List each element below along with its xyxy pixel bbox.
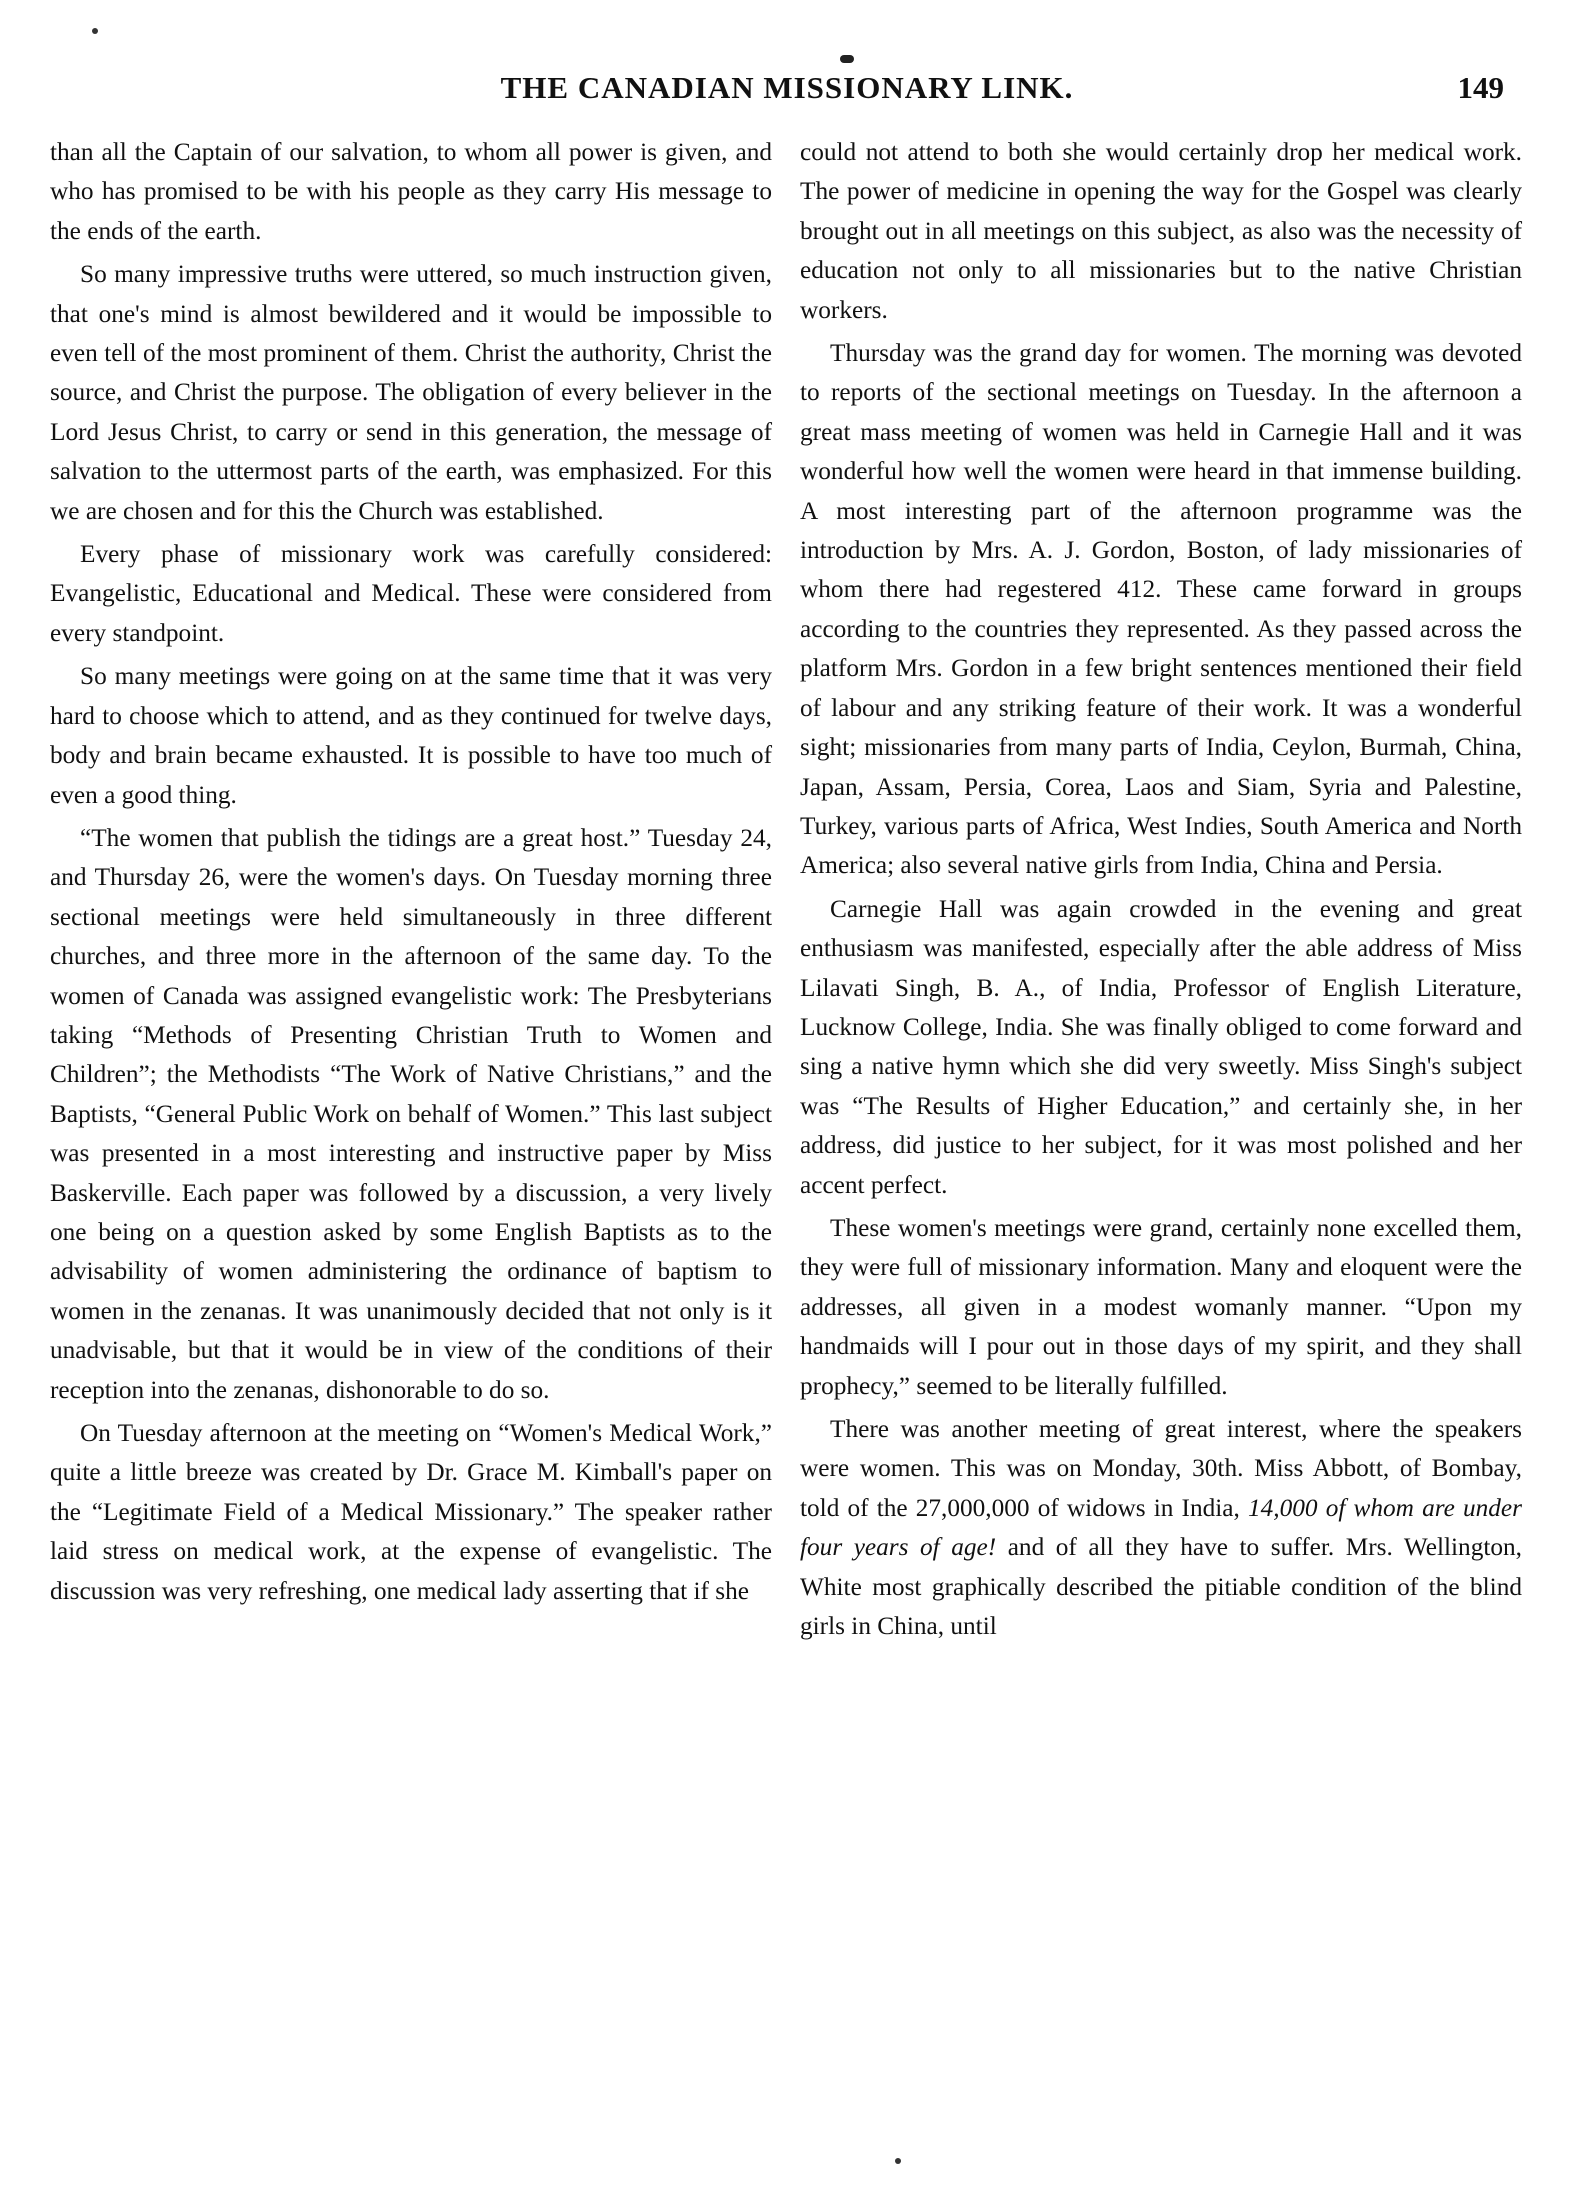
right-column bbox=[800, 133, 1522, 1650]
paragraph: Carnegie Hall was again crowded in the evening and great enthusiasm was manifested, especially after the able address of Miss Lilavati Singh, B. A., of India, Professor of English Literature, Lucknow College, India. She was finally obliged to come forward and sing a native hymn which she did very sweetly. Miss Singh's subject was “The Results of Higher Education,” and certainly she, in her address, did justice to her subject, for it was most polished and her accent perfect. bbox=[800, 894, 1522, 1199]
paragraph-text: and of all they have to suffer. Mrs. Wellington, White most graphically described the pitiable condition of the blind girls in China, until bbox=[800, 1533, 1522, 1641]
print-mark bbox=[840, 55, 854, 63]
paragraph: On Tuesday afternoon at the meeting on “Women's Medical Work,” quite a little breeze was created by Dr. Grace M. Kimball's paper on the “Legitimate Field of a Medical Missionary.” The speaker rather laid stress on medical work, at the expense of evangelistic. The discussion was very refreshing, one medical lady asserting that if she bbox=[50, 1419, 772, 1605]
paragraph: Thursday was the grand day for women. The morning was devoted to reports of the sectional meetings on Tuesday. In the afternoon a great mass meeting of women was held in Carnegie Hall and it was wonderful how well the women were heard in that immense building. A most interesting part of the afternoon programme was the introduction by Mrs. A. J. Gordon, Boston, of lady missionaries of whom there had regestered 412. These came forward in groups according to the countries they represented. As they passed across the platform Mrs. Gordon in a few bright sentences mentioned their field of labour and any striking feature of their work. It was a wonderful sight; missionaries from many parts of India, Ceylon, Burmah, China, Japan, Assam, Persia, Corea, Laos and Siam, Syria and Palestine, Turkey, various parts of Africa, West Indies, South America and North America; also several native girls from India, China and Persia. bbox=[800, 339, 1522, 880]
publication-title: THE CANADIAN MISSIONARY LINK. bbox=[500, 70, 1074, 105]
page-number: 149 bbox=[1457, 70, 1504, 105]
paragraph-text: There was another meeting of great interest, where the speakers were women. This was on Monday, 30th. Miss Abbott, of Bombay, told of the 27,000,000 of widows in India, bbox=[800, 1415, 1522, 1522]
paragraph: So many meetings were going on at the same time that it was very hard to choose which to attend, and as they continued for twelve days, body and brain became exhausted. It is possible to have too much of even a good thing. bbox=[50, 662, 772, 809]
print-speck bbox=[92, 28, 98, 34]
paragraph: than all the Captain of our salvation, to whom all power is given, and who has promised to be with his people as they carry His message to the ends of the earth. bbox=[50, 138, 772, 245]
paragraph: could not attend to both she would certainly drop her medical work. The power of medicine in opening the way for the Gospel was clearly brought out in all meetings on this subject, as also was the necessity of education not only to all missionaries but to the native Christian workers. bbox=[800, 138, 1522, 324]
paragraph: So many impressive truths were uttered, so much instruction given, that one's mind is almost bewildered and it would be impossible to even tell of the most prominent of them. Christ the authority, Christ the source, and Christ the purpose. The obligation of every believer in the Lord Jesus Christ, to carry or send in this generation, the message of salvation to the uttermost parts of the earth, was emphasized. For this we are chosen and for this the Church was established. bbox=[50, 260, 772, 525]
paragraph: “The women that publish the tidings are a great host.” Tuesday 24, and Thursday 26, were the women's days. On Tuesday morning three sectional meetings were held simultaneously in three different churches, and three more in the afternoon of the same day. To the women of Canada was assigned evangelistic work: The Presbyterians taking “Methods of Presenting Christian Truth to Women and Children”; the Methodists “The Work of Native Christians,” and the Baptists, “General Public Work on behalf of Women.” This last subject was presented in a most interesting and instructive paper by Miss Baskerville. Each paper was followed by a discussion, a very lively one being on a question asked by some English Baptists as to the advisability of women administering the ordinance of baptism to women in the zenanas. It was unanimously decided that not only is it unadvisable, but that it would be in view of the conditions of their reception into the zenanas, dishonorable to do so. bbox=[50, 823, 772, 1404]
left-column bbox=[50, 133, 772, 1615]
paragraph: These women's meetings were grand, certainly none excelled them, they were full of missionary information. Many and eloquent were the addresses, all given in a modest womanly manner. “Upon my handmaids will I pour out in those days of my spirit, and they shall prophecy,” seemed to be literally fulfilled. bbox=[800, 1213, 1522, 1400]
paragraph: Every phase of missionary work was carefully considered: Evangelistic, Educational and Medical. These were considered from every standpoint. bbox=[50, 540, 772, 647]
print-speck bbox=[895, 2158, 901, 2164]
running-header bbox=[40, 70, 1534, 118]
paragraph bbox=[800, 1410, 1522, 1646]
emphasized-text: 14,000 of whom are under four years of age! bbox=[800, 1493, 1523, 1562]
